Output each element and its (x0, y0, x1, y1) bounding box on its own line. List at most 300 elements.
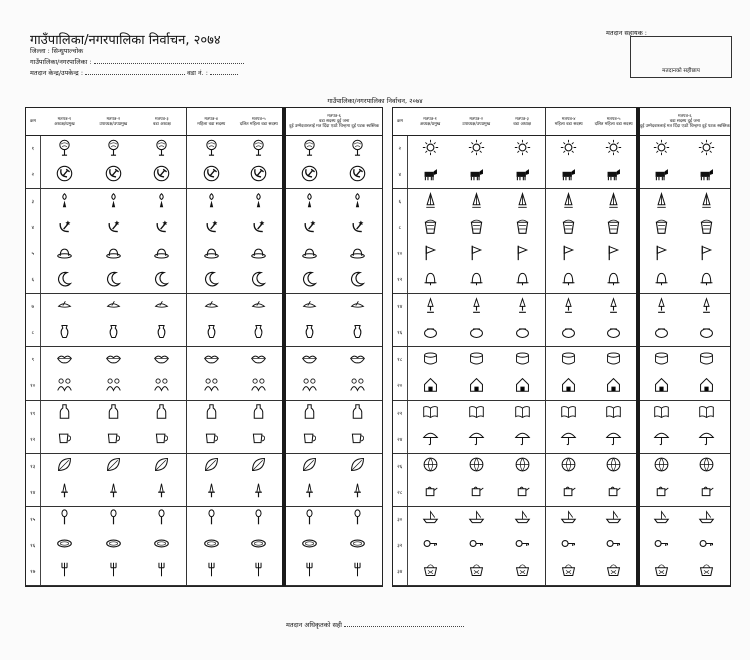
symbol-cell[interactable] (545, 162, 591, 189)
symbol-cell[interactable] (284, 400, 333, 427)
symbol-cell[interactable] (284, 480, 333, 507)
symbol-cell[interactable] (333, 241, 382, 267)
symbol-cell[interactable] (407, 241, 453, 267)
book-icon (605, 403, 622, 420)
sun-icon (698, 139, 715, 156)
symbol-cell[interactable] (499, 215, 545, 241)
symbol-cell[interactable] (235, 162, 284, 189)
symbol-cell[interactable] (592, 533, 638, 559)
flag-icon (422, 244, 439, 261)
globe-icon (468, 456, 485, 473)
symbol-cell[interactable] (684, 320, 730, 347)
ballot-column-header (284, 108, 382, 136)
dagger-icon (153, 482, 170, 499)
symbol-cell[interactable] (638, 294, 684, 321)
symbol-cell[interactable] (684, 347, 730, 374)
symbol-cell[interactable] (138, 267, 187, 294)
symbol-cell[interactable] (684, 215, 730, 241)
symbol-cell[interactable] (235, 427, 284, 454)
symbol-cell[interactable] (40, 480, 89, 507)
symbol-cell[interactable] (499, 189, 545, 216)
symbol-cell[interactable] (499, 162, 545, 189)
symbol-cell[interactable] (545, 506, 591, 533)
book-icon (468, 403, 485, 420)
dagger-icon (105, 482, 122, 499)
symbol-cell[interactable] (187, 373, 236, 400)
symbol-cell[interactable] (333, 533, 382, 559)
symbol-cell[interactable] (333, 373, 382, 400)
symbol-cell[interactable] (284, 294, 333, 321)
symbol-cell[interactable] (545, 320, 591, 347)
globe-icon (605, 456, 622, 473)
symbol-cell[interactable] (684, 373, 730, 400)
symbol-cell[interactable] (592, 189, 638, 216)
symbol-cell[interactable] (545, 241, 591, 267)
symbol-cell[interactable] (138, 480, 187, 507)
symbol-cell[interactable] (333, 162, 382, 189)
symbol-cell[interactable] (453, 373, 499, 400)
symbol-cell[interactable] (138, 427, 187, 454)
ballot-row (26, 189, 382, 216)
symbol-cell[interactable] (499, 427, 545, 454)
symbol-cell[interactable] (407, 480, 453, 507)
symbol-cell[interactable] (138, 559, 187, 586)
symbol-cell[interactable] (333, 506, 382, 533)
serial-number: १७ (26, 559, 40, 586)
symbol-cell[interactable] (545, 347, 591, 374)
symbol-cell[interactable] (407, 453, 453, 480)
lips-icon (153, 350, 170, 367)
symbol-cell[interactable] (545, 453, 591, 480)
symbol-cell[interactable] (592, 215, 638, 241)
symbol-cell[interactable] (284, 506, 333, 533)
symbol-cell[interactable] (138, 400, 187, 427)
symbol-cell[interactable] (333, 453, 382, 480)
bottle-icon (56, 403, 73, 420)
symbol-cell[interactable] (453, 480, 499, 507)
serial-number: १० (26, 373, 40, 400)
symbol-cell[interactable] (187, 453, 236, 480)
symbol-cell[interactable] (638, 533, 684, 559)
symbol-cell[interactable] (453, 162, 499, 189)
symbol-cell[interactable] (545, 215, 591, 241)
globe-icon (698, 456, 715, 473)
symbol-cell[interactable] (407, 347, 453, 374)
symbol-cell[interactable] (284, 162, 333, 189)
house-icon (422, 376, 439, 393)
symbol-cell[interactable] (407, 400, 453, 427)
symbol-cell[interactable] (638, 347, 684, 374)
symbol-cell[interactable] (89, 294, 138, 321)
symbol-cell[interactable] (638, 480, 684, 507)
symbol-cell[interactable] (138, 320, 187, 347)
people-icon (250, 376, 267, 393)
symbol-cell[interactable] (187, 559, 236, 586)
symbol-cell[interactable] (138, 162, 187, 189)
symbol-cell[interactable] (40, 136, 89, 163)
symbol-cell[interactable] (333, 320, 382, 347)
ballot-row (26, 480, 382, 507)
bell-icon (514, 270, 531, 287)
kettle-icon (653, 482, 670, 499)
symbol-cell[interactable] (638, 215, 684, 241)
boat-icon (468, 509, 485, 526)
symbol-cell[interactable] (545, 136, 591, 163)
column-header-line2: उपाध्यक्ष/उपप्रमुख (462, 121, 491, 127)
symbol-cell[interactable] (187, 189, 236, 216)
symbol-cell[interactable] (407, 533, 453, 559)
symbol-cell[interactable] (638, 373, 684, 400)
symbol-cell[interactable] (592, 320, 638, 347)
lips-icon (203, 350, 220, 367)
symbol-cell[interactable] (138, 294, 187, 321)
symbol-cell[interactable] (333, 267, 382, 294)
basket-icon (605, 561, 622, 578)
symbol-cell[interactable] (235, 559, 284, 586)
symbol-cell[interactable] (138, 136, 187, 163)
symbol-cell[interactable] (545, 294, 591, 321)
symbol-cell[interactable] (40, 215, 89, 241)
symbol-cell[interactable] (592, 453, 638, 480)
symbol-cell[interactable] (684, 136, 730, 163)
symbol-cell[interactable] (545, 400, 591, 427)
symbol-cell[interactable] (40, 320, 89, 347)
symbol-cell[interactable] (499, 559, 545, 586)
symbol-cell[interactable] (187, 215, 236, 241)
symbol-cell[interactable] (592, 267, 638, 294)
symbol-cell[interactable] (592, 136, 638, 163)
bangle-icon (349, 535, 366, 552)
symbol-cell[interactable] (545, 480, 591, 507)
symbol-cell[interactable] (235, 267, 284, 294)
ballot-row (393, 320, 730, 347)
symbol-cell[interactable] (284, 215, 333, 241)
symbol-cell[interactable] (638, 241, 684, 267)
symbol-cell[interactable] (187, 294, 236, 321)
symbol-cell[interactable] (499, 506, 545, 533)
symbol-cell[interactable] (684, 427, 730, 454)
symbol-cell[interactable] (453, 267, 499, 294)
symbol-cell[interactable] (40, 241, 89, 267)
symbol-cell[interactable] (284, 347, 333, 374)
symbol-cell[interactable] (638, 453, 684, 480)
symbol-cell[interactable] (187, 427, 236, 454)
sun-icon (422, 139, 439, 156)
symbol-cell[interactable] (89, 480, 138, 507)
symbol-cell[interactable] (453, 189, 499, 216)
symbol-cell[interactable] (235, 241, 284, 267)
symbol-cell[interactable] (284, 559, 333, 586)
symbol-cell[interactable] (333, 294, 382, 321)
symbol-cell[interactable] (40, 294, 89, 321)
symbol-cell[interactable] (407, 189, 453, 216)
ballot-row (393, 136, 730, 163)
symbol-cell[interactable] (187, 506, 236, 533)
symbol-cell[interactable] (407, 373, 453, 400)
symbol-cell[interactable] (499, 400, 545, 427)
symbol-cell[interactable] (187, 480, 236, 507)
symbol-cell[interactable] (592, 506, 638, 533)
symbol-cell[interactable] (638, 267, 684, 294)
symbol-cell[interactable] (40, 189, 89, 216)
leaf-icon (56, 456, 73, 473)
symbol-cell[interactable] (684, 480, 730, 507)
symbol-cell[interactable] (545, 559, 591, 586)
symbol-cell[interactable] (40, 162, 89, 189)
symbol-cell[interactable] (284, 320, 333, 347)
symbol-cell[interactable] (453, 559, 499, 586)
symbol-cell[interactable] (89, 162, 138, 189)
pot-icon (560, 323, 577, 340)
symbol-cell[interactable] (89, 453, 138, 480)
symbol-cell[interactable] (407, 136, 453, 163)
key-icon (653, 535, 670, 552)
symbol-cell[interactable] (638, 189, 684, 216)
symbol-cell[interactable] (40, 373, 89, 400)
symbol-cell[interactable] (89, 373, 138, 400)
symbol-cell[interactable] (592, 559, 638, 586)
symbol-cell[interactable] (40, 506, 89, 533)
symbol-cell[interactable] (333, 480, 382, 507)
symbol-cell[interactable] (284, 453, 333, 480)
ballot-row (393, 373, 730, 400)
symbol-cell[interactable] (499, 480, 545, 507)
symbol-cell[interactable] (545, 533, 591, 559)
symbol-cell[interactable] (40, 427, 89, 454)
symbol-cell[interactable] (592, 427, 638, 454)
symbol-cell[interactable] (453, 215, 499, 241)
vase-icon (153, 323, 170, 340)
symbol-cell[interactable] (592, 400, 638, 427)
symbol-cell[interactable] (333, 215, 382, 241)
vase-icon (203, 323, 220, 340)
ballot-row (393, 480, 730, 507)
symbol-cell[interactable] (638, 162, 684, 189)
ballot-row (26, 215, 382, 241)
symbol-cell[interactable] (187, 136, 236, 163)
symbol-cell[interactable] (638, 559, 684, 586)
symbol-cell[interactable] (89, 241, 138, 267)
symbol-cell[interactable] (235, 294, 284, 321)
symbol-cell[interactable] (545, 373, 591, 400)
column-header-line2: वडा सदस्य दुई जना (669, 119, 701, 124)
symbol-cell[interactable] (333, 347, 382, 374)
symbol-cell[interactable] (235, 533, 284, 559)
symbol-cell[interactable] (453, 294, 499, 321)
serial-number: ६ (393, 189, 407, 216)
symbol-cell[interactable] (138, 215, 187, 241)
symbol-cell[interactable] (453, 347, 499, 374)
pot-icon (468, 323, 485, 340)
symbol-cell[interactable] (89, 215, 138, 241)
symbol-cell[interactable] (453, 533, 499, 559)
symbol-cell[interactable] (187, 400, 236, 427)
symbol-cell[interactable] (499, 533, 545, 559)
symbol-cell[interactable] (407, 215, 453, 241)
symbol-cell[interactable] (187, 162, 236, 189)
symbol-cell[interactable] (499, 320, 545, 347)
house-icon (514, 376, 531, 393)
symbol-cell[interactable] (499, 241, 545, 267)
symbol-cell[interactable] (638, 320, 684, 347)
symbol-cell[interactable] (499, 453, 545, 480)
torch-icon (203, 192, 220, 209)
symbol-cell[interactable] (89, 506, 138, 533)
symbol-cell[interactable] (453, 136, 499, 163)
dagger-icon (349, 482, 366, 499)
symbol-cell[interactable] (235, 189, 284, 216)
symbol-cell[interactable] (499, 347, 545, 374)
symbol-cell[interactable] (235, 136, 284, 163)
serial-number: २ (393, 136, 407, 163)
spoon-icon (105, 509, 122, 526)
symbol-cell[interactable] (89, 400, 138, 427)
sickle-star-icon (56, 218, 73, 235)
symbol-cell[interactable] (89, 189, 138, 216)
symbol-cell[interactable] (499, 373, 545, 400)
symbol-cell[interactable] (407, 294, 453, 321)
symbol-cell[interactable] (684, 241, 730, 267)
symbol-cell[interactable] (89, 347, 138, 374)
symbol-cell[interactable] (453, 453, 499, 480)
namaste-icon (605, 192, 622, 209)
symbol-cell[interactable] (545, 427, 591, 454)
people-icon (349, 376, 366, 393)
symbol-cell[interactable] (89, 267, 138, 294)
symbol-cell[interactable] (333, 400, 382, 427)
symbol-cell[interactable] (684, 294, 730, 321)
symbol-cell[interactable] (545, 267, 591, 294)
column-header-line2: महिला वडा सदस्य (197, 121, 226, 127)
symbol-cell[interactable] (284, 241, 333, 267)
symbol-cell[interactable] (284, 533, 333, 559)
symbol-cell[interactable] (684, 559, 730, 586)
symbol-cell[interactable] (89, 136, 138, 163)
symbol-cell[interactable] (684, 267, 730, 294)
symbol-cell[interactable] (592, 480, 638, 507)
serial-number: २ (26, 162, 40, 189)
column-header-line1: मतपत्र-२ (469, 116, 484, 122)
symbol-cell[interactable] (453, 427, 499, 454)
symbol-cell[interactable] (187, 533, 236, 559)
symbol-cell[interactable] (684, 400, 730, 427)
symbol-cell[interactable] (407, 427, 453, 454)
symbol-cell[interactable] (638, 427, 684, 454)
symbol-cell[interactable] (40, 347, 89, 374)
symbol-cell[interactable] (138, 506, 187, 533)
symbol-cell[interactable] (592, 294, 638, 321)
moon-icon (56, 270, 73, 287)
symbol-cell[interactable] (333, 189, 382, 216)
symbol-cell[interactable] (187, 347, 236, 374)
dagger-icon (56, 482, 73, 499)
symbol-cell[interactable] (684, 189, 730, 216)
symbol-cell[interactable] (638, 400, 684, 427)
symbol-cell[interactable] (187, 241, 236, 267)
symbol-cell[interactable] (89, 533, 138, 559)
symbol-cell[interactable] (235, 347, 284, 374)
symbol-cell[interactable] (333, 136, 382, 163)
symbol-cell[interactable] (592, 373, 638, 400)
symbol-cell[interactable] (235, 453, 284, 480)
symbol-cell[interactable] (138, 241, 187, 267)
symbol-cell[interactable] (40, 533, 89, 559)
symbol-cell[interactable] (138, 189, 187, 216)
symbol-cell[interactable] (545, 189, 591, 216)
boat-icon (653, 509, 670, 526)
symbol-cell[interactable] (40, 400, 89, 427)
symbol-cell[interactable] (407, 267, 453, 294)
symbol-cell[interactable] (684, 506, 730, 533)
column-header-line2: वडा अध्यक्ष (513, 121, 531, 127)
symbol-cell[interactable] (592, 162, 638, 189)
symbol-cell[interactable] (453, 506, 499, 533)
symbol-cell[interactable] (499, 267, 545, 294)
symbol-cell[interactable] (235, 480, 284, 507)
cup-icon (153, 429, 170, 446)
symbol-cell[interactable] (235, 215, 284, 241)
symbol-cell[interactable] (187, 320, 236, 347)
symbol-cell[interactable] (138, 453, 187, 480)
leaf-icon (301, 456, 318, 473)
symbol-cell[interactable] (684, 162, 730, 189)
symbol-cell[interactable] (138, 533, 187, 559)
symbol-cell[interactable] (40, 453, 89, 480)
symbol-cell[interactable] (453, 320, 499, 347)
symbol-cell[interactable] (638, 506, 684, 533)
symbol-cell[interactable] (453, 241, 499, 267)
symbol-cell[interactable] (684, 453, 730, 480)
symbol-cell[interactable] (333, 427, 382, 454)
hat-icon (301, 244, 318, 261)
symbol-cell[interactable] (407, 320, 453, 347)
serial-header: क्रम (26, 108, 40, 136)
symbol-cell[interactable] (284, 189, 333, 216)
symbol-cell[interactable] (592, 347, 638, 374)
symbol-cell[interactable] (499, 136, 545, 163)
symbol-cell[interactable] (407, 559, 453, 586)
symbol-cell[interactable] (235, 400, 284, 427)
symbol-cell[interactable] (89, 427, 138, 454)
symbol-cell[interactable] (284, 373, 333, 400)
symbol-cell[interactable] (138, 347, 187, 374)
symbol-cell[interactable] (187, 267, 236, 294)
symbol-cell[interactable] (138, 373, 187, 400)
symbol-cell[interactable] (235, 506, 284, 533)
symbol-cell[interactable] (40, 559, 89, 586)
symbol-cell[interactable] (407, 506, 453, 533)
symbol-cell[interactable] (407, 162, 453, 189)
symbol-cell[interactable] (453, 400, 499, 427)
symbol-cell[interactable] (638, 136, 684, 163)
symbol-cell[interactable] (40, 267, 89, 294)
symbol-cell[interactable] (284, 267, 333, 294)
symbol-cell[interactable] (235, 373, 284, 400)
symbol-cell[interactable] (235, 320, 284, 347)
symbol-cell[interactable] (592, 241, 638, 267)
globe-icon (653, 456, 670, 473)
symbol-cell[interactable] (89, 320, 138, 347)
bird-icon (105, 297, 122, 314)
symbol-cell[interactable] (684, 533, 730, 559)
symbol-cell[interactable] (284, 427, 333, 454)
symbol-cell[interactable] (499, 294, 545, 321)
symbol-cell[interactable] (333, 559, 382, 586)
symbol-cell[interactable] (284, 136, 333, 163)
signature-line (0, 620, 750, 629)
symbol-cell[interactable] (89, 559, 138, 586)
lamp-icon (698, 297, 715, 314)
